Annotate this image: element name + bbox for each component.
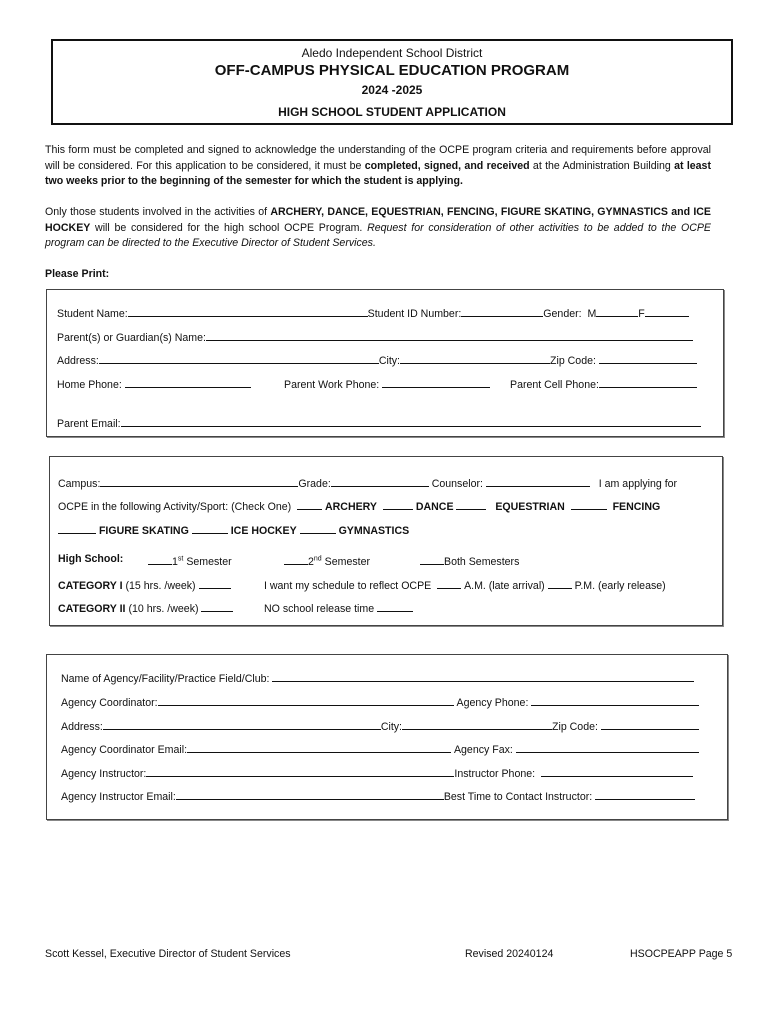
parent-email-field[interactable] xyxy=(121,415,701,427)
intro-paragraph-2 xyxy=(45,205,711,252)
intro-text: Only those students involved in the activities of xyxy=(45,206,271,218)
work-phone-label: Parent Work Phone: xyxy=(284,379,380,391)
first-suffix: st xyxy=(177,555,184,563)
gender-m-field[interactable] xyxy=(596,305,638,317)
category-2-hours: (10 hrs. /week) xyxy=(128,603,199,615)
work-phone-group xyxy=(284,376,490,391)
program-info-box xyxy=(49,456,723,626)
agency-row-5 xyxy=(61,765,693,780)
program-row-1 xyxy=(58,475,677,490)
agency-instructor-field[interactable] xyxy=(146,765,454,777)
student-row-3 xyxy=(57,352,697,367)
agency-zip-label: Zip Code: xyxy=(552,721,598,733)
first-semester-group xyxy=(148,553,232,568)
category-1-group xyxy=(58,577,231,592)
city-label: City: xyxy=(378,355,400,367)
parent-name-field[interactable] xyxy=(206,329,693,341)
city-field[interactable] xyxy=(400,352,550,364)
gender-f-field[interactable] xyxy=(645,305,689,317)
activity-label: OCPE in the following Activity/Sport: (Check One) xyxy=(58,501,292,513)
agency-coordinator-field[interactable] xyxy=(158,694,454,706)
intro-text: at the Administration Building xyxy=(529,159,675,172)
cell-phone-group xyxy=(510,376,697,391)
instructor-email-label: Agency Instructor Email: xyxy=(61,791,176,803)
ice-hockey-field[interactable] xyxy=(192,522,228,534)
schedule-group xyxy=(264,577,666,592)
zip-label: Zip Code: xyxy=(550,355,596,367)
ice-hockey-label: ICE HOCKEY xyxy=(230,525,297,537)
grade-field[interactable] xyxy=(331,475,429,487)
cell-phone-field[interactable] xyxy=(599,376,697,388)
figure-skating-field[interactable] xyxy=(58,522,96,534)
agency-row-6 xyxy=(61,788,695,803)
student-info-box xyxy=(46,289,724,437)
district-name: Aledo Independent School District xyxy=(301,46,483,60)
figure-skating-label: FIGURE SKATING xyxy=(98,525,189,537)
gender-label: Gender: xyxy=(543,308,582,320)
student-row-5 xyxy=(57,415,701,430)
high-school-label-group xyxy=(58,553,123,565)
dance-label: DANCE xyxy=(415,501,454,513)
activities-list: ARCHERY, DANCE, EQUESTRIAN, FENCING, FIGURE SKATING, GYMNASTICS and ICE HOCKEY xyxy=(45,206,711,234)
category-2-field[interactable] xyxy=(201,600,233,612)
campus-field[interactable] xyxy=(100,475,298,487)
gymnastics-label: GYMNASTICS xyxy=(338,525,410,537)
student-row-4 xyxy=(57,376,251,391)
application-title: HIGH SCHOOL STUDENT APPLICATION xyxy=(278,105,506,119)
pm-field[interactable] xyxy=(548,577,572,589)
second-semester-group xyxy=(284,553,370,568)
counselor-label: Counselor: xyxy=(431,478,483,490)
footer-page: HSOCPEAPP Page 5 xyxy=(630,948,733,960)
high-school-label: High School: xyxy=(58,553,124,565)
both-semesters-field[interactable] xyxy=(420,553,444,565)
coordinator-email-field[interactable] xyxy=(187,741,451,753)
counselor-field[interactable] xyxy=(486,475,590,487)
agency-row-2 xyxy=(61,694,699,709)
agency-phone-label: Agency Phone: xyxy=(456,697,529,709)
agency-fax-field[interactable] xyxy=(516,741,699,753)
first-number: 1 xyxy=(172,556,178,568)
agency-phone-field[interactable] xyxy=(531,694,699,706)
student-row-1 xyxy=(57,305,689,320)
cell-phone-label: Parent Cell Phone: xyxy=(510,379,599,391)
instructor-email-field[interactable] xyxy=(176,788,444,800)
category-1-label: CATEGORY I xyxy=(58,580,123,592)
applying-text: I am applying for xyxy=(598,478,678,490)
home-phone-field[interactable] xyxy=(125,376,251,388)
dance-field[interactable] xyxy=(383,498,413,510)
archery-label: ARCHERY xyxy=(325,501,377,513)
equestrian-label: EQUESTRIAN xyxy=(495,501,565,513)
agency-row-4 xyxy=(61,741,699,756)
intro-deadline: at least two weeks prior to the beginning of the semester for which the student is applying. xyxy=(45,159,711,187)
category-2-label: CATEGORY II xyxy=(58,603,126,615)
fencing-field[interactable] xyxy=(571,498,607,510)
parent-name-label: Parent(s) or Guardian(s) Name: xyxy=(57,332,206,344)
agency-row-1 xyxy=(61,670,694,685)
am-field[interactable] xyxy=(437,577,461,589)
instructor-phone-label: Instructor Phone: xyxy=(454,768,536,780)
both-semesters-group xyxy=(420,553,519,568)
gender-f-label: F xyxy=(638,308,645,320)
intro-paragraph-1 xyxy=(45,143,711,190)
pm-label: P.M. (early release) xyxy=(574,580,666,592)
second-semester-label: Semester xyxy=(324,556,370,568)
student-id-label: Student ID Number: xyxy=(367,308,462,320)
intro-text: This form must be completed and signed to acknowledge the understanding of the OCPE program criteria and requirements before approval will be considered. For this application to be considered, it must be xyxy=(45,144,711,172)
best-time-label: Best Time to Contact Instructor: xyxy=(443,791,593,803)
agency-city-field[interactable] xyxy=(402,718,552,730)
fencing-label: FENCING xyxy=(612,501,661,513)
gender-m-label: M xyxy=(587,308,597,320)
best-time-field[interactable] xyxy=(595,788,695,800)
agency-instructor-label: Agency Instructor: xyxy=(61,768,147,780)
agency-coordinator-label: Agency Coordinator: xyxy=(61,697,158,709)
category-1-hours: (15 hrs. /week) xyxy=(125,580,196,592)
no-release-field[interactable] xyxy=(377,600,413,612)
agency-info-box xyxy=(46,654,728,820)
student-row-2 xyxy=(57,329,693,344)
intro-text: will be considered for the high school OCPE Program. xyxy=(90,221,368,234)
second-number: 2 xyxy=(308,556,314,568)
footer-revised: Revised 20240124 xyxy=(465,948,554,960)
program-title: OFF-CAMPUS PHYSICAL EDUCATION PROGRAM xyxy=(214,62,570,79)
archery-field[interactable] xyxy=(297,498,322,510)
student-name-label: Student Name: xyxy=(57,308,128,320)
please-print-label: Please Print: xyxy=(45,268,110,280)
instructor-phone-field[interactable] xyxy=(541,765,693,777)
gymnastics-field[interactable] xyxy=(300,522,336,534)
agency-address-field[interactable] xyxy=(103,718,381,730)
header-box xyxy=(51,39,733,125)
student-id-field[interactable] xyxy=(461,305,543,317)
address-label: Address: xyxy=(57,355,99,367)
second-semester-field[interactable] xyxy=(284,553,308,565)
program-row-2 xyxy=(58,498,660,513)
schedule-label: I want my schedule to reflect OCPE xyxy=(264,580,432,592)
second-suffix: nd xyxy=(313,555,322,563)
agency-name-label: Name of Agency/Facility/Practice Field/Club: xyxy=(61,673,270,685)
agency-row-3 xyxy=(61,718,699,733)
intro-request-note: Request for consideration of other activities to be added to the OCPE program can be directed to the Executive Director of Student Services. xyxy=(45,221,711,249)
agency-fax-label: Agency Fax: xyxy=(453,744,513,756)
first-semester-label: Semester xyxy=(186,556,232,568)
coordinator-email-label: Agency Coordinator Email: xyxy=(61,744,188,756)
footer-left: Scott Kessel, Executive Director of Student Services xyxy=(45,948,291,960)
zip-field[interactable] xyxy=(599,352,697,364)
student-name-field[interactable] xyxy=(128,305,368,317)
intro-emphasis: completed, signed, and received xyxy=(364,159,530,172)
category-2-group xyxy=(58,600,233,615)
address-field[interactable] xyxy=(99,352,379,364)
no-release-label: NO school release time xyxy=(264,603,375,615)
parent-email-label: Parent Email: xyxy=(57,418,121,430)
first-semester-field[interactable] xyxy=(148,553,172,565)
agency-zip-field[interactable] xyxy=(601,718,699,730)
agency-city-label: City: xyxy=(380,721,402,733)
both-semesters-label: Both Semesters xyxy=(444,556,520,568)
work-phone-field[interactable] xyxy=(382,376,490,388)
equestrian-field[interactable] xyxy=(456,498,486,510)
am-label: A.M. (late arrival) xyxy=(464,580,545,592)
category-1-field[interactable] xyxy=(199,577,231,589)
agency-address-label: Address: xyxy=(61,721,103,733)
campus-label: Campus: xyxy=(58,478,101,490)
agency-name-field[interactable] xyxy=(272,670,694,682)
program-row-3 xyxy=(58,522,409,537)
no-release-group xyxy=(264,600,413,615)
grade-label: Grade: xyxy=(298,478,331,490)
school-year: 2024 -2025 xyxy=(361,83,423,97)
home-phone-label: Home Phone: xyxy=(57,379,122,391)
